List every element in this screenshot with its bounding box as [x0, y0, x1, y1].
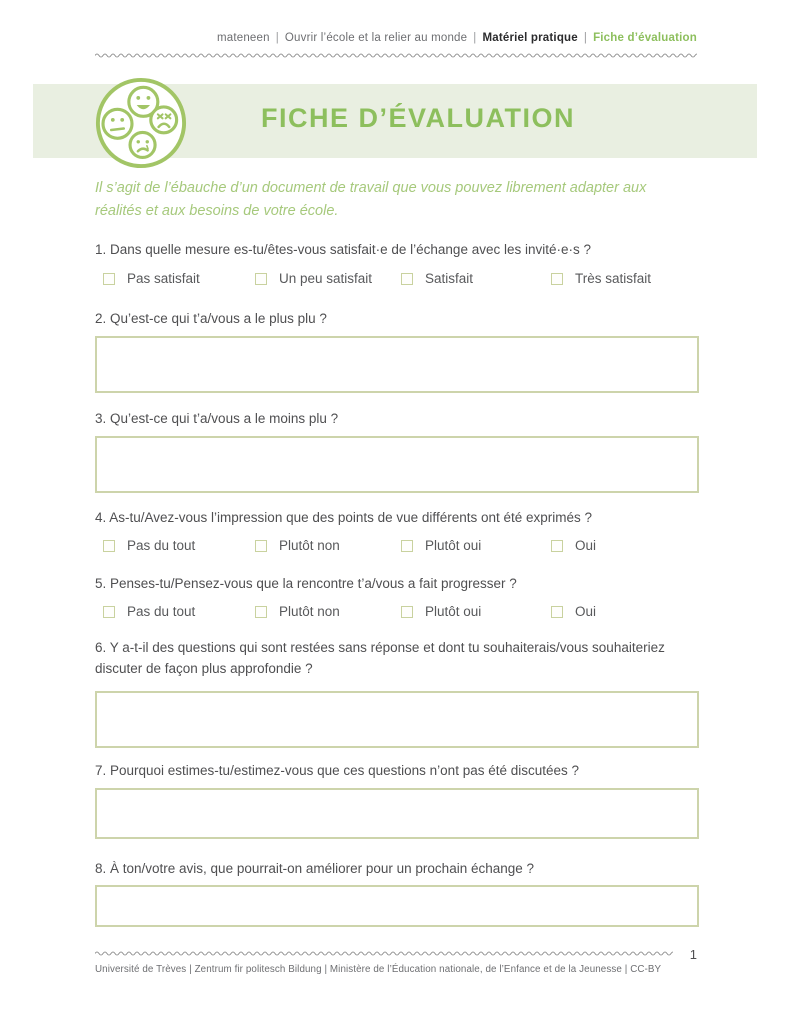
breadcrumb-item-mateneen: mateneen — [216, 32, 270, 44]
question-1-options — [95, 271, 705, 286]
checkbox-satisfait[interactable] — [401, 273, 413, 285]
option-pas-du-tout — [103, 604, 255, 619]
breadcrumb-separator: | — [275, 32, 279, 44]
page-number: 1 — [689, 947, 697, 962]
checkbox-oui[interactable] — [551, 606, 563, 618]
question-3-answer-box[interactable] — [95, 436, 699, 493]
checkbox-un-peu-satisfait[interactable] — [255, 273, 267, 285]
page-title: FICHE D’ÉVALUATION — [261, 103, 575, 133]
question-8-answer-box[interactable] — [95, 885, 699, 927]
question-2-label: 2. Qu’est-ce qui t’a/vous a le plus plu ? — [95, 311, 327, 326]
checkbox-oui[interactable] — [551, 540, 563, 552]
checkbox-pas-satisfait[interactable] — [103, 273, 115, 285]
option-label: Plutôt oui — [425, 604, 482, 619]
option-label: Oui — [575, 538, 597, 553]
option-label: Plutôt non — [279, 538, 340, 553]
question-3-label: 3. Qu’est-ce qui t’a/vous a le moins plu ? — [95, 411, 339, 426]
checkbox-tres-satisfait[interactable] — [551, 273, 563, 285]
option-label: Pas satisfait — [127, 271, 200, 286]
checkbox-plutot-oui[interactable] — [401, 606, 413, 618]
question-2-answer-box[interactable] — [95, 336, 699, 393]
option-satisfait — [401, 271, 551, 286]
option-plutot-oui — [401, 604, 551, 619]
option-label: Satisfait — [425, 271, 474, 286]
question-6-label: 6. Y a-t-il des questions qui sont restées sans réponse et dont tu souhaiterais/vous souhaiteriez discuter de façon plus approfondie ? — [95, 640, 665, 676]
option-label: Pas du tout — [127, 604, 196, 619]
question-6-answer-box[interactable] — [95, 691, 699, 748]
option-tres-satisfait — [551, 271, 705, 286]
checkbox-pas-du-tout[interactable] — [103, 606, 115, 618]
breadcrumb-item-materiel-pratique: Matériel pratique — [482, 32, 578, 44]
option-label: Plutôt non — [279, 604, 340, 619]
checkbox-plutot-non[interactable] — [255, 606, 267, 618]
option-oui — [551, 538, 705, 553]
breadcrumb-item-section: Ouvrir l’école et la relier au monde — [284, 32, 468, 44]
checkbox-plutot-oui[interactable] — [401, 540, 413, 552]
checkbox-plutot-non[interactable] — [255, 540, 267, 552]
four-smiley-faces-icon — [94, 76, 188, 170]
footer-wavy-divider — [95, 949, 673, 957]
question-4-options — [95, 538, 705, 553]
option-label: Oui — [575, 604, 597, 619]
option-pas-satisfait — [103, 271, 255, 286]
question-7-label: 7. Pourquoi estimes-tu/estimez-vous que ces questions n’ont pas été discutées ? — [95, 763, 580, 778]
option-plutot-oui — [401, 538, 551, 553]
option-label: Pas du tout — [127, 538, 196, 553]
question-8-label: 8. À ton/votre avis, que pourrait-on améliorer pour un prochain échange ? — [95, 861, 535, 876]
checkbox-pas-du-tout[interactable] — [103, 540, 115, 552]
option-label: Un peu satisfait — [279, 271, 373, 286]
question-5-options — [95, 604, 705, 619]
breadcrumb-item-fiche-evaluation: Fiche d’évaluation — [593, 32, 697, 44]
footer-credits: Université de Trèves | Zentrum fir politesch Bildung | Ministère de l’Éducation nationale, de l’Enfance et de la Jeunesse | CC-BY — [95, 964, 662, 975]
option-un-peu-satisfait — [255, 271, 401, 286]
breadcrumb-separator: | — [473, 32, 477, 44]
option-pas-du-tout — [103, 538, 255, 553]
breadcrumb — [217, 32, 697, 44]
option-oui — [551, 604, 705, 619]
option-plutot-non — [255, 538, 401, 553]
question-1-label: 1. Dans quelle mesure es-tu/êtes-vous satisfait·e de l’échange avec les invité·e·s ? — [95, 242, 591, 257]
breadcrumb-separator: | — [583, 32, 588, 44]
question-5-label: 5. Penses-tu/Pensez-vous que la rencontre t’a/vous a fait progresser ? — [95, 576, 517, 591]
option-plutot-non — [255, 604, 401, 619]
intro-note: Il s’agit de l’ébauche d’un document de travail que vous pouvez librement adapter aux réalités et aux besoins de votre école. — [95, 180, 647, 220]
header-wavy-divider — [95, 51, 697, 59]
question-7-answer-box[interactable] — [95, 788, 699, 839]
option-label: Très satisfait — [575, 271, 652, 286]
question-4-label: 4. As-tu/Avez-vous l’impression que des points de vue différents ont été exprimés ? — [95, 510, 593, 525]
option-label: Plutôt oui — [425, 538, 482, 553]
